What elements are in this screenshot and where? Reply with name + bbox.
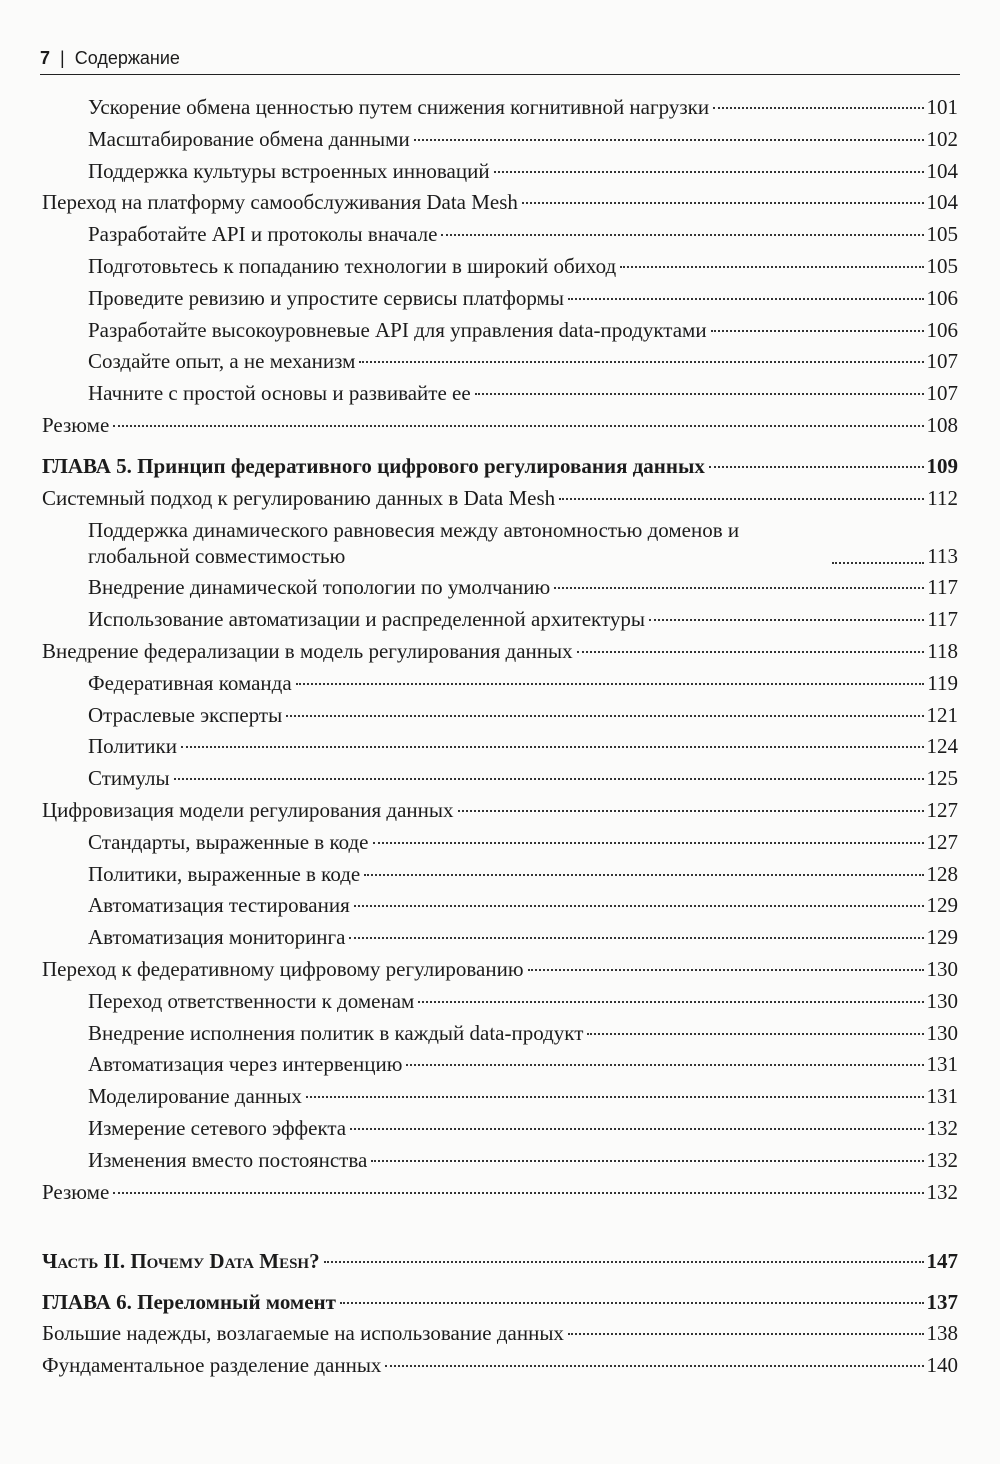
toc-entry-page: 121 — [926, 702, 958, 727]
toc-entry — [42, 797, 958, 823]
toc-entry-title: Цифровизация модели регулирования данных — [42, 797, 454, 822]
toc-entry-page: 128 — [926, 861, 958, 886]
dot-leader — [528, 969, 924, 971]
dot-leader — [494, 171, 924, 173]
toc-entry-page: 102 — [926, 126, 958, 151]
toc-entry-title: Измерение сетевого эффекта — [88, 1115, 347, 1140]
toc-entry-title: Поддержка динамического равновесия между автономностью доменов и глобальной совместимостью — [88, 517, 740, 568]
toc-entry — [42, 765, 958, 791]
toc-entry-title: Подготовьтесь к попаданию технологии в широкий обиход — [88, 253, 617, 278]
toc-entry-title: Переход ответственности к доменам — [88, 988, 415, 1013]
toc-entry-page: 125 — [926, 766, 958, 791]
toc-entry-page: 130 — [926, 1020, 958, 1045]
toc-entry-title: Системный подход к регулированию данных в Data Mesh — [42, 485, 556, 510]
dot-leader — [832, 562, 924, 564]
dot-leader — [414, 139, 924, 141]
toc-entry — [42, 956, 958, 982]
toc-entry-page: 112 — [927, 485, 958, 510]
toc-entry-page: 106 — [926, 285, 958, 310]
toc-entry — [42, 485, 958, 511]
toc-entry — [42, 453, 958, 479]
toc-entry-title: Федеративная команда — [88, 670, 292, 695]
dot-leader — [371, 1160, 923, 1162]
toc-entry-title: Резюме — [42, 1179, 110, 1204]
toc-entry-title: Изменения вместо постоянства — [88, 1147, 368, 1172]
toc-entry-page: 130 — [926, 988, 958, 1013]
dot-leader — [475, 393, 924, 395]
dot-leader — [458, 810, 924, 812]
dot-leader — [577, 651, 925, 653]
toc-entry-page: 101 — [926, 95, 958, 119]
toc-entry — [42, 606, 958, 632]
dot-leader — [620, 266, 923, 268]
dot-leader — [373, 842, 924, 844]
toc-entry-page: 117 — [927, 607, 958, 632]
toc-entry-title: Моделирование данных — [88, 1084, 302, 1109]
toc-entry-title: ГЛАВА 5. Принцип федеративного цифрового регулирования данных — [42, 453, 705, 478]
toc-entry-page: 109 — [926, 453, 958, 478]
toc-entry-title: Разработайте высокоуровневые API для управления data-продуктами — [88, 317, 707, 342]
toc-entry-page: 132 — [926, 1147, 958, 1172]
toc-entry-page: 127 — [926, 797, 958, 822]
toc-entry-title: Фундаментальное разделение данных — [42, 1353, 382, 1378]
toc-entry — [42, 733, 958, 759]
dot-leader — [113, 425, 923, 427]
dot-leader — [559, 498, 924, 500]
dot-leader — [113, 1192, 923, 1194]
toc-entry-page: 131 — [926, 1052, 958, 1077]
toc-entry-page: 127 — [926, 829, 958, 854]
toc-entry — [42, 317, 958, 343]
toc-entry-title: Переход на платформу самообслуживания Data Mesh — [42, 190, 518, 215]
toc-entry-page: 130 — [926, 956, 958, 981]
dot-leader — [364, 874, 923, 876]
toc-entry-page: 118 — [927, 638, 958, 663]
toc-entry-page: 117 — [927, 575, 958, 600]
toc-entry-page: 140 — [926, 1353, 958, 1378]
toc-entry — [42, 574, 958, 600]
toc-entry-title: Начните с простой основы и развивайте ее — [88, 381, 471, 406]
dot-leader — [568, 1333, 924, 1335]
toc-entry — [42, 1352, 958, 1378]
toc-entry-title: Переход к федеративному цифровому регулированию — [42, 956, 524, 981]
dot-leader — [568, 298, 924, 300]
dot-leader — [649, 619, 924, 621]
dot-leader — [441, 234, 923, 236]
toc-entry-title: Политики — [88, 734, 177, 759]
toc-entry-page: 132 — [926, 1115, 958, 1140]
toc-entry-title: Часть II. Почему Data Mesh? — [42, 1248, 320, 1273]
toc-entry-title: Внедрение динамической топологии по умолчанию — [88, 575, 551, 600]
toc-entry-page: 147 — [926, 1248, 958, 1273]
toc-entry-title: Стандарты, выраженные в коде — [88, 829, 369, 854]
toc-entry-page: 104 — [926, 158, 958, 183]
toc-entry-page: 106 — [926, 317, 958, 342]
toc-entry — [42, 348, 958, 374]
toc-entry-title: Внедрение федерализации в модель регулирования данных — [42, 638, 573, 663]
dot-leader — [286, 715, 923, 717]
toc-entry — [42, 861, 958, 887]
toc-entry-title: Автоматизация через интервенцию — [88, 1052, 403, 1077]
toc-entry-title: Автоматизация тестирования — [88, 893, 350, 918]
toc-entry — [42, 1248, 958, 1274]
dot-leader — [174, 778, 924, 780]
toc-entry-page: 137 — [926, 1289, 958, 1314]
toc-entry — [42, 638, 958, 664]
toc-entry-title: Ускорение обмена ценностью путем снижения когнитивной нагрузки — [88, 95, 710, 119]
toc-entry — [42, 1083, 958, 1109]
dot-leader — [385, 1365, 923, 1367]
toc-entry-page: 129 — [926, 925, 958, 950]
toc-entry-title: Внедрение исполнения политик в каждый data-продукт — [88, 1020, 584, 1045]
toc-entry — [42, 253, 958, 279]
toc-entry-title: Автоматизация мониторинга — [88, 925, 346, 950]
toc-entry — [42, 670, 958, 696]
dot-leader — [324, 1261, 924, 1263]
toc-entry-title: Поддержка культуры встроенных инноваций — [88, 158, 490, 183]
toc-entry — [42, 189, 958, 215]
toc-entry-title: Стимулы — [88, 766, 170, 791]
toc-entry — [42, 1051, 958, 1077]
toc-entry — [42, 702, 958, 728]
dot-leader — [306, 1096, 924, 1098]
toc-entry-title: Политики, выраженные в коде — [88, 861, 361, 886]
toc-entry — [42, 829, 958, 855]
toc-entry-title: Масштабирование обмена данными — [88, 126, 410, 151]
toc-entry-page: 129 — [926, 893, 958, 918]
toc-entry-title: Большие надежды, возлагаемые на использование данных — [42, 1321, 564, 1346]
running-header — [40, 48, 960, 75]
toc-entry — [42, 94, 958, 120]
dot-leader — [522, 202, 924, 204]
dot-leader — [587, 1033, 923, 1035]
toc-entry — [42, 412, 958, 438]
toc-entry — [42, 1179, 958, 1205]
table-of-contents — [42, 94, 958, 1378]
toc-entry — [42, 221, 958, 247]
toc-entry — [42, 380, 958, 406]
toc-entry — [42, 1115, 958, 1141]
dot-leader — [709, 466, 924, 468]
dot-leader — [713, 107, 923, 109]
dot-leader — [554, 587, 924, 589]
dot-leader — [711, 330, 924, 332]
toc-entry-page: 131 — [926, 1084, 958, 1109]
dot-leader — [406, 1064, 923, 1066]
section-title: Содержание — [74, 48, 180, 68]
toc-entry-page: 105 — [926, 222, 958, 247]
toc-entry-title: Создайте опыт, а не механизм — [88, 349, 356, 374]
page-number: 7 — [40, 48, 51, 68]
toc-entry — [42, 924, 958, 950]
toc-entry — [42, 158, 958, 184]
dot-leader — [418, 1001, 923, 1003]
toc-entry — [42, 1147, 958, 1173]
toc-entry-page: 138 — [926, 1321, 958, 1346]
toc-entry — [42, 988, 958, 1014]
toc-entry — [42, 126, 958, 152]
toc-entry — [42, 892, 958, 918]
toc-entry-page: 119 — [927, 670, 958, 695]
toc-entry-title: Использование автоматизации и распределенной архитектуры — [88, 607, 645, 632]
header-separator: | — [60, 48, 65, 68]
toc-entry-title: Отраслевые эксперты — [88, 702, 283, 727]
toc-entry-page: 105 — [926, 253, 958, 278]
toc-entry-page: 107 — [926, 349, 958, 374]
toc-entry-title: Разработайте API и протоколы вначале — [88, 222, 438, 247]
toc-entry — [42, 1020, 958, 1046]
dot-leader — [349, 937, 923, 939]
dot-leader — [296, 683, 925, 685]
toc-entry-page: 107 — [926, 381, 958, 406]
toc-entry — [42, 285, 958, 311]
toc-entry — [42, 1320, 958, 1346]
toc-entry-page: 113 — [927, 543, 958, 568]
dot-leader — [340, 1302, 924, 1304]
toc-entry-page: 108 — [926, 412, 958, 437]
toc-entry-title: Резюме — [42, 412, 110, 437]
toc-entry-page: 104 — [926, 190, 958, 215]
toc-entry-title: Проведите ревизию и упростите сервисы платформы — [88, 285, 564, 310]
toc-entry-page: 124 — [926, 734, 958, 759]
toc-entry-title: ГЛАВА 6. Переломный момент — [42, 1289, 336, 1314]
dot-leader — [181, 746, 924, 748]
toc-entry — [42, 1289, 958, 1315]
dot-leader — [350, 1128, 923, 1130]
dot-leader — [354, 905, 924, 907]
dot-leader — [359, 361, 923, 363]
toc-entry — [42, 517, 958, 569]
toc-entry-page: 132 — [926, 1179, 958, 1204]
